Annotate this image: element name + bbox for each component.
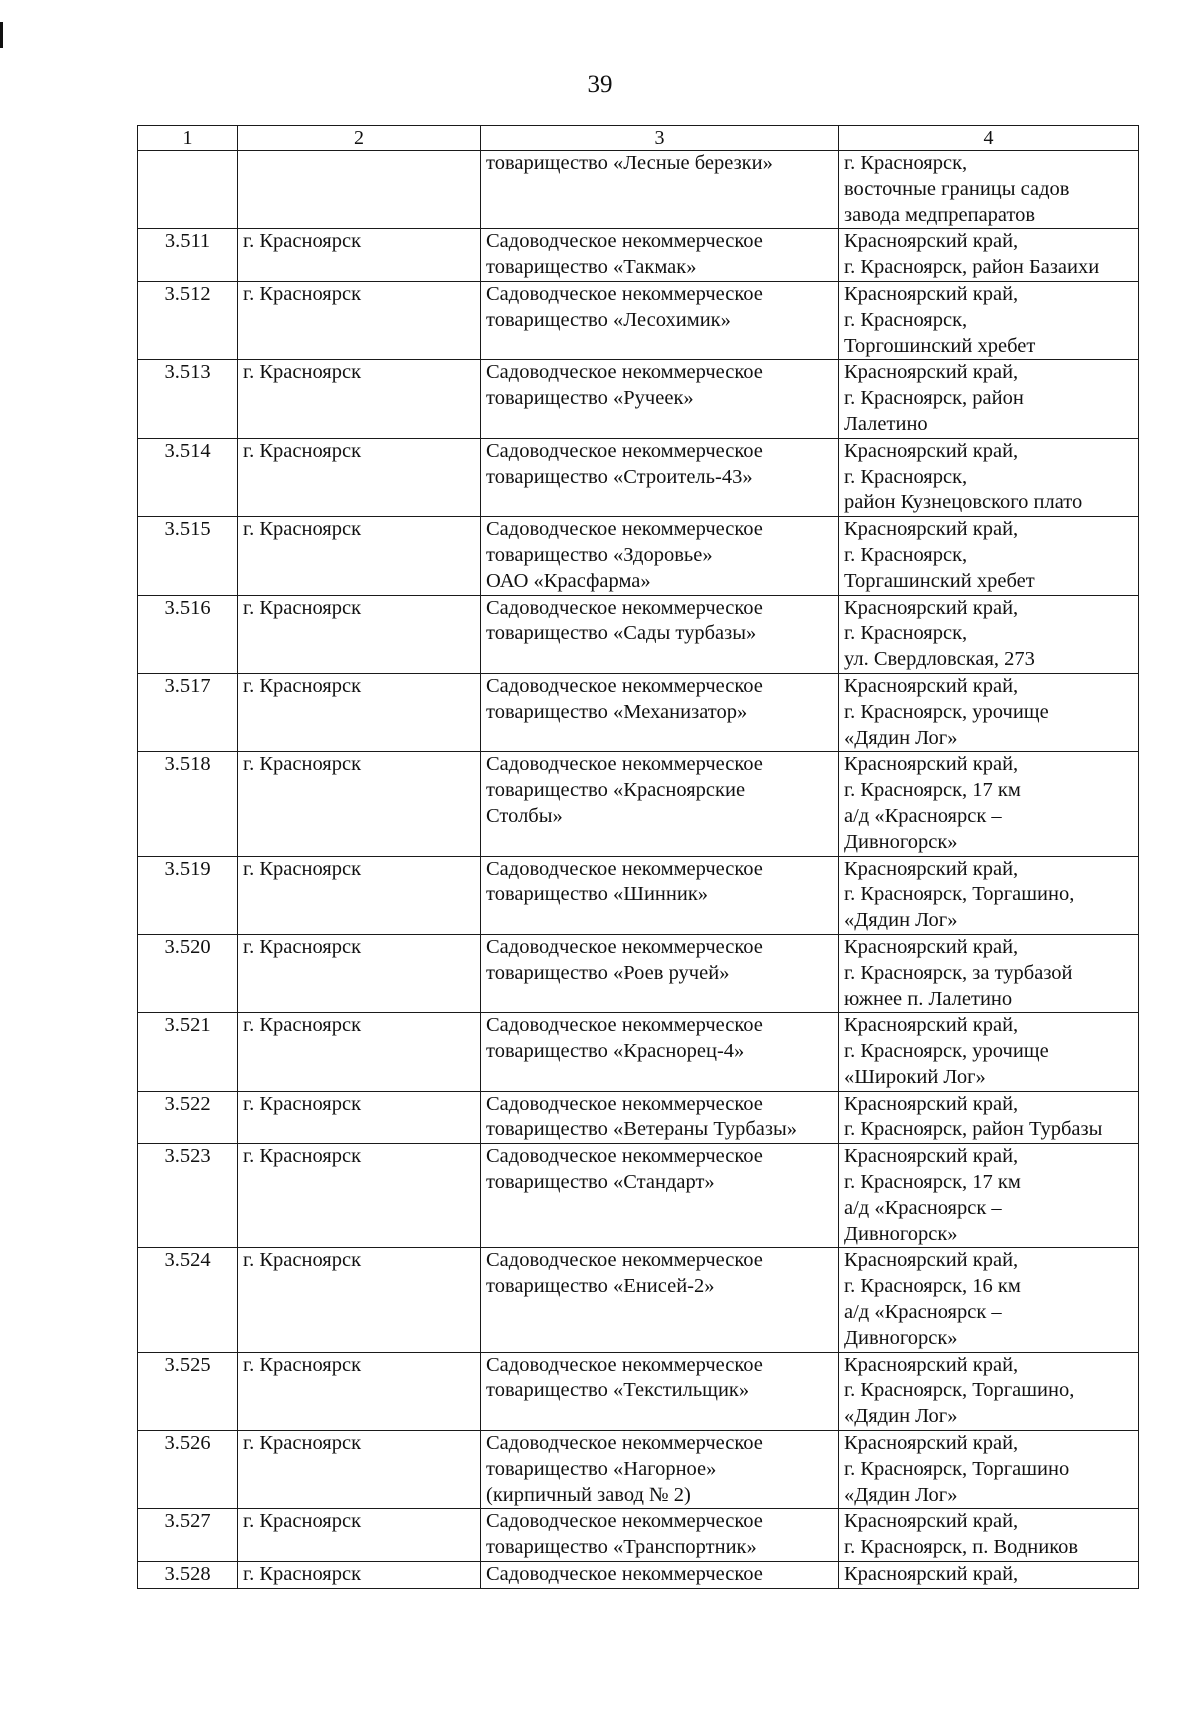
page-number: 39 bbox=[587, 71, 613, 98]
column-header-3: 3 bbox=[481, 126, 839, 151]
city-cell: г. Красноярск bbox=[238, 1562, 481, 1589]
organization-name-cell: Садоводческое некоммерческое товарищество «Роев ручей» bbox=[481, 934, 839, 1012]
table-row bbox=[138, 673, 1139, 751]
city-cell: г. Красноярск bbox=[238, 1509, 481, 1562]
city-cell: г. Красноярск bbox=[238, 1352, 481, 1430]
row-number-cell: 3.514 bbox=[138, 438, 238, 516]
organization-name-cell: Садоводческое некоммерческое bbox=[481, 1562, 839, 1589]
table-row bbox=[138, 1091, 1139, 1144]
address-cell: Красноярский край, г. Красноярск, п. Водников bbox=[839, 1509, 1139, 1562]
city-cell: г. Красноярск bbox=[238, 595, 481, 673]
table-row bbox=[138, 229, 1139, 282]
column-header-2: 2 bbox=[238, 126, 481, 151]
city-cell: г. Красноярск bbox=[238, 1144, 481, 1248]
row-number-cell: 3.519 bbox=[138, 856, 238, 934]
organization-name-cell: Садоводческое некоммерческое товарищество «Ветераны Турбазы» bbox=[481, 1091, 839, 1144]
organization-name-cell: Садоводческое некоммерческое товарищество «Сады турбазы» bbox=[481, 595, 839, 673]
city-cell: г. Красноярск bbox=[238, 360, 481, 438]
city-cell: г. Красноярск bbox=[238, 752, 481, 856]
city-cell: г. Красноярск bbox=[238, 1013, 481, 1091]
row-number-cell: 3.527 bbox=[138, 1509, 238, 1562]
registry-table bbox=[137, 125, 1139, 1589]
city-cell: г. Красноярск bbox=[238, 1248, 481, 1352]
address-cell: Красноярский край, г. Красноярск, 17 км а/д «Красноярск – Дивногорск» bbox=[839, 752, 1139, 856]
table-row bbox=[138, 752, 1139, 856]
address-cell: Красноярский край, bbox=[839, 1562, 1139, 1589]
address-cell: Красноярский край, г. Красноярск, район Кузнецовского плато bbox=[839, 438, 1139, 516]
organization-name-cell: Садоводческое некоммерческое товарищество «Строитель-43» bbox=[481, 438, 839, 516]
organization-name-cell: Садоводческое некоммерческое товарищество «Механизатор» bbox=[481, 673, 839, 751]
table-row bbox=[138, 438, 1139, 516]
row-number-cell: 3.526 bbox=[138, 1431, 238, 1509]
row-number-cell: 3.522 bbox=[138, 1091, 238, 1144]
city-cell: г. Красноярск bbox=[238, 517, 481, 595]
address-cell: Красноярский край, г. Красноярск, Торгашино, «Дядин Лог» bbox=[839, 1352, 1139, 1430]
address-cell: Красноярский край, г. Красноярск, урочище «Широкий Лог» bbox=[839, 1013, 1139, 1091]
city-cell: г. Красноярск bbox=[238, 934, 481, 1012]
organization-name-cell: Садоводческое некоммерческое товарищество «Нагорное» (кирпичный завод № 2) bbox=[481, 1431, 839, 1509]
address-cell: Красноярский край, г. Красноярск, Торгашино «Дядин Лог» bbox=[839, 1431, 1139, 1509]
table-row bbox=[138, 595, 1139, 673]
row-number-cell: 3.528 bbox=[138, 1562, 238, 1589]
row-number-cell: 3.511 bbox=[138, 229, 238, 282]
city-cell: г. Красноярск bbox=[238, 438, 481, 516]
table-row bbox=[138, 1509, 1139, 1562]
address-cell: Красноярский край, г. Красноярск, Торгашинский хребет bbox=[839, 517, 1139, 595]
table-row bbox=[138, 1248, 1139, 1352]
organization-name-cell: Садоводческое некоммерческое товарищество «Краснорец-4» bbox=[481, 1013, 839, 1091]
address-cell: Красноярский край, г. Красноярск, урочище «Дядин Лог» bbox=[839, 673, 1139, 751]
organization-name-cell: Садоводческое некоммерческое товарищество «Такмак» bbox=[481, 229, 839, 282]
table-row bbox=[138, 1562, 1139, 1589]
address-cell: Красноярский край, г. Красноярск, Торгашино, «Дядин Лог» bbox=[839, 856, 1139, 934]
city-cell: г. Красноярск bbox=[238, 1431, 481, 1509]
organization-name-cell: Садоводческое некоммерческое товарищество «Транспортник» bbox=[481, 1509, 839, 1562]
table-row bbox=[138, 856, 1139, 934]
address-cell: Красноярский край, г. Красноярск, за турбазой южнее п. Лалетино bbox=[839, 934, 1139, 1012]
scan-edge-mark bbox=[0, 22, 3, 48]
address-cell: Красноярский край, г. Красноярск, район Турбазы bbox=[839, 1091, 1139, 1144]
address-cell: Красноярский край, г. Красноярск, ул. Свердловская, 273 bbox=[839, 595, 1139, 673]
column-header-4: 4 bbox=[839, 126, 1139, 151]
organization-name-cell: Садоводческое некоммерческое товарищество «Текстильщик» bbox=[481, 1352, 839, 1430]
row-number-cell: 3.524 bbox=[138, 1248, 238, 1352]
organization-name-cell: Садоводческое некоммерческое товарищество «Здоровье» ОАО «Красфарма» bbox=[481, 517, 839, 595]
organization-name-cell: Садоводческое некоммерческое товарищество «Лесохимик» bbox=[481, 281, 839, 359]
city-cell: г. Красноярск bbox=[238, 856, 481, 934]
table-row bbox=[138, 517, 1139, 595]
address-cell: Красноярский край, г. Красноярск, Торгошинский хребет bbox=[839, 281, 1139, 359]
organization-name-cell: Садоводческое некоммерческое товарищество «Стандарт» bbox=[481, 1144, 839, 1248]
row-number-cell: 3.515 bbox=[138, 517, 238, 595]
row-number-cell: 3.520 bbox=[138, 934, 238, 1012]
table-body bbox=[138, 151, 1139, 1589]
city-cell bbox=[238, 151, 481, 229]
table-row bbox=[138, 281, 1139, 359]
city-cell: г. Красноярск bbox=[238, 281, 481, 359]
address-cell: Красноярский край, г. Красноярск, 16 км а/д «Красноярск – Дивногорск» bbox=[839, 1248, 1139, 1352]
organization-name-cell: Садоводческое некоммерческое товарищество «Енисей-2» bbox=[481, 1248, 839, 1352]
city-cell: г. Красноярск bbox=[238, 1091, 481, 1144]
organization-name-cell: Садоводческое некоммерческое товарищество «Ручеек» bbox=[481, 360, 839, 438]
table-row bbox=[138, 360, 1139, 438]
row-number-cell: 3.523 bbox=[138, 1144, 238, 1248]
table-row bbox=[138, 1013, 1139, 1091]
address-cell: Красноярский край, г. Красноярск, район Лалетино bbox=[839, 360, 1139, 438]
table-row bbox=[138, 1352, 1139, 1430]
address-cell: г. Красноярск, восточные границы садов завода медпрепаратов bbox=[839, 151, 1139, 229]
table-row bbox=[138, 934, 1139, 1012]
row-number-cell: 3.525 bbox=[138, 1352, 238, 1430]
row-number-cell: 3.516 bbox=[138, 595, 238, 673]
row-number-cell: 3.513 bbox=[138, 360, 238, 438]
row-number-cell: 3.512 bbox=[138, 281, 238, 359]
row-number-cell: 3.521 bbox=[138, 1013, 238, 1091]
address-cell: Красноярский край, г. Красноярск, 17 км а/д «Красноярск – Дивногорск» bbox=[839, 1144, 1139, 1248]
organization-name-cell: товарищество «Лесные березки» bbox=[481, 151, 839, 229]
column-header-1: 1 bbox=[138, 126, 238, 151]
organization-name-cell: Садоводческое некоммерческое товарищество «Красноярские Столбы» bbox=[481, 752, 839, 856]
city-cell: г. Красноярск bbox=[238, 229, 481, 282]
row-number-cell bbox=[138, 151, 238, 229]
city-cell: г. Красноярск bbox=[238, 673, 481, 751]
table-row bbox=[138, 1144, 1139, 1248]
row-number-cell: 3.518 bbox=[138, 752, 238, 856]
table-row bbox=[138, 1431, 1139, 1509]
table-row bbox=[138, 151, 1139, 229]
row-number-cell: 3.517 bbox=[138, 673, 238, 751]
address-cell: Красноярский край, г. Красноярск, район Базаихи bbox=[839, 229, 1139, 282]
table-header bbox=[138, 126, 1139, 151]
header-row bbox=[138, 126, 1139, 151]
organization-name-cell: Садоводческое некоммерческое товарищество «Шинник» bbox=[481, 856, 839, 934]
